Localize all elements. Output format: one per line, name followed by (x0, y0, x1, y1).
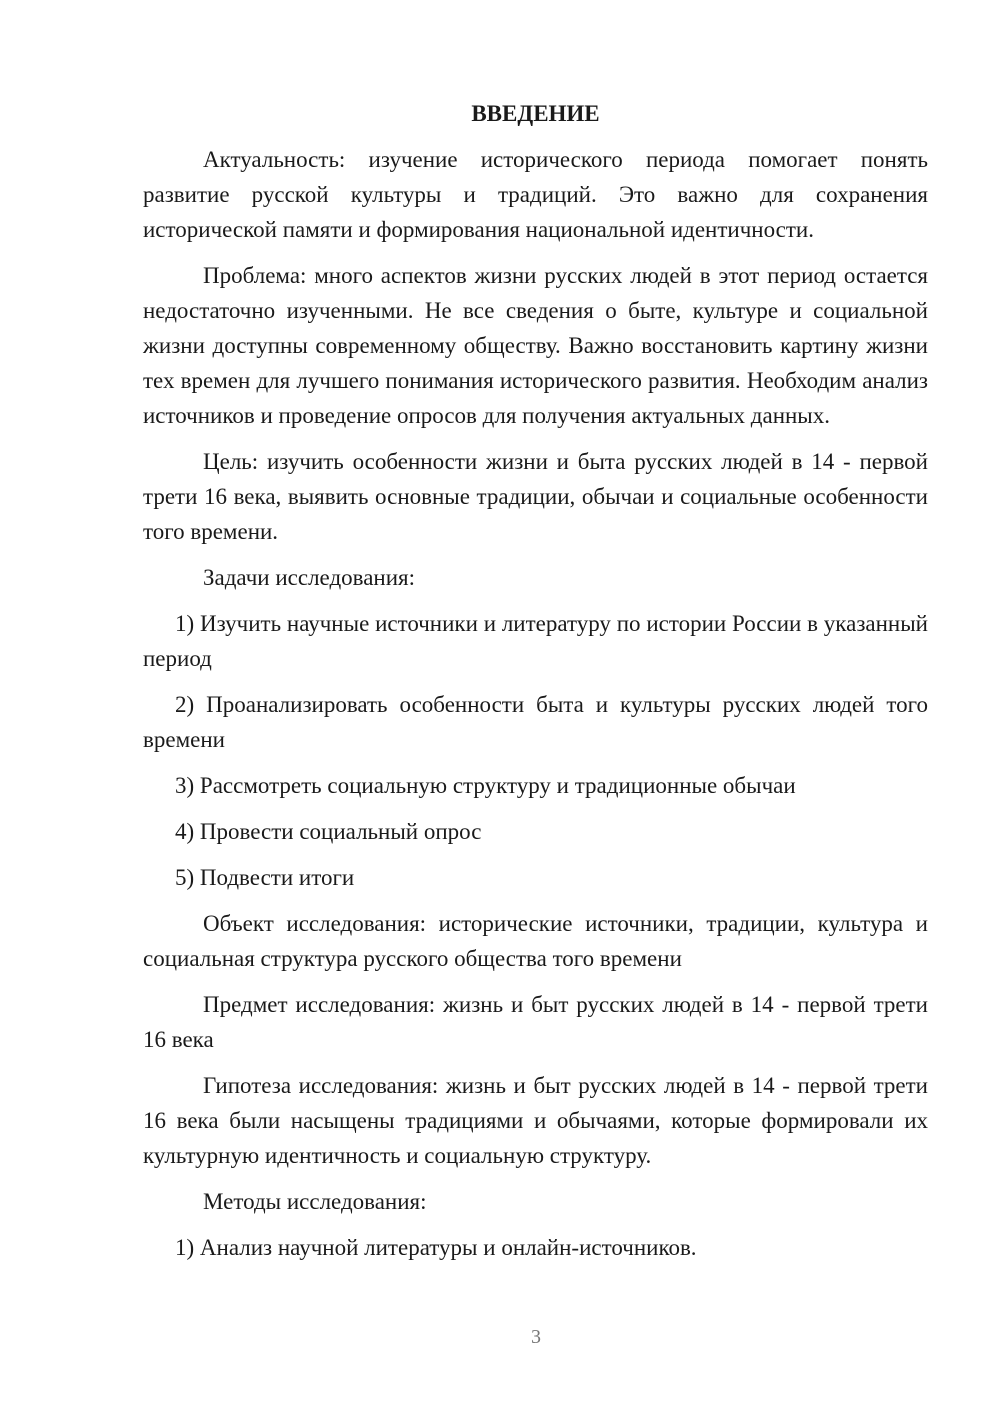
methods-heading: Методы исследования: (203, 1189, 427, 1214)
task-item-3: 3) Рассмотреть социальную структуру и традиционные обычаи (175, 773, 796, 798)
tasks-heading: Задачи исследования: (203, 565, 416, 590)
subject-paragraph: Предмет исследования: жизнь и быт русских людей в 14 - первой трети 16 века (143, 992, 928, 1052)
task-item-4: 4) Провести социальный опрос (175, 819, 482, 844)
task-item-2: 2) Проанализировать особенности быта и культуры русских людей того времени (143, 692, 928, 752)
page-title: ВВЕДЕНИЕ (471, 101, 600, 126)
task-item-1: 1) Изучить научные источники и литературу по истории России в указанный период (143, 611, 928, 671)
relevance-paragraph: Актуальность: изучение исторического периода помогает понять развитие русской культуры и традиций. Это важно для сохранения исторической памяти и формирования национальной идентичности. (143, 147, 928, 242)
task-item-5: 5) Подвести итоги (175, 865, 355, 890)
hypothesis-paragraph: Гипотеза исследования: жизнь и быт русских людей в 14 - первой трети 16 века были насыщены традициями и обычаями, которые формировали их культурную идентичность и социальную структуру. (143, 1073, 928, 1168)
page-number: 3 (531, 1326, 541, 1348)
object-paragraph: Объект исследования: исторические источники, традиции, культура и социальная структура русского общества того времени (143, 911, 928, 971)
problem-paragraph: Проблема: много аспектов жизни русских людей в этот период остается недостаточно изученными. Не все сведения о быте, культуре и социальной жизни доступны современному обществу. Важно восстановить картину жизни тех времен для лучшего понимания исторического развития. Необходим анализ источников и проведение опросов для получения актуальных данных. (143, 263, 928, 428)
method-item-1: 1) Анализ научной литературы и онлайн-источников. (175, 1235, 697, 1260)
goal-paragraph: Цель: изучить особенности жизни и быта русских людей в 14 - первой трети 16 века, выявить основные традиции, обычаи и социальные особенности того времени. (143, 449, 928, 544)
page-content (143, 96, 928, 1276)
